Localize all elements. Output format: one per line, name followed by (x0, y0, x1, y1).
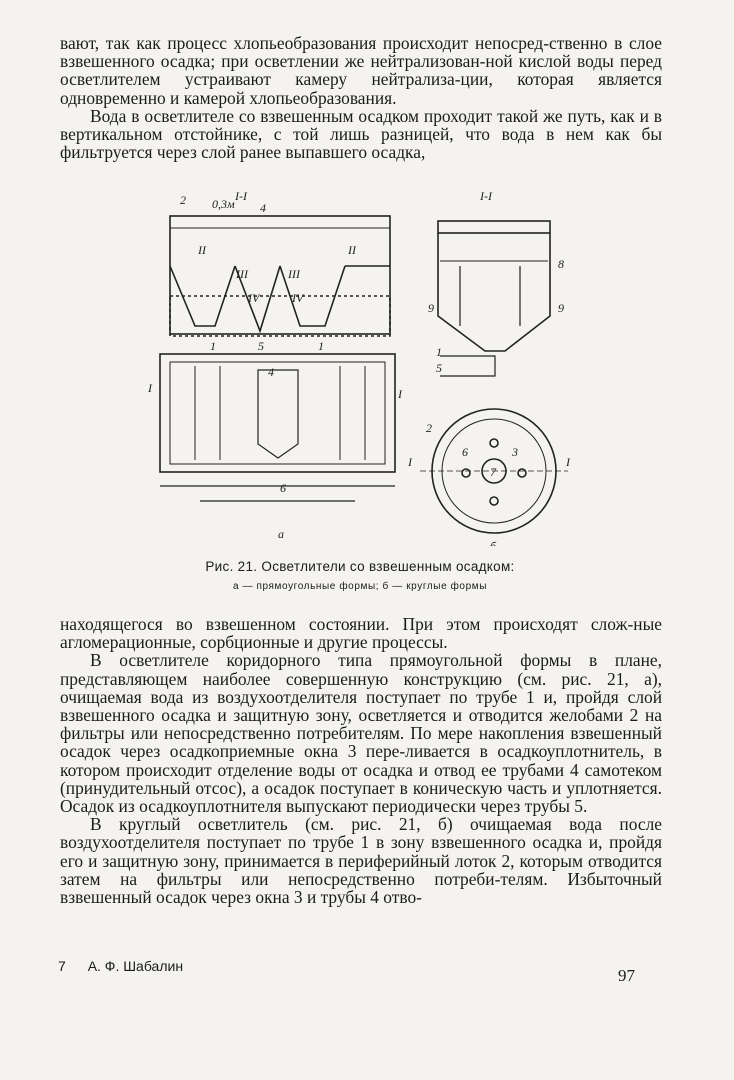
label-section-I: I (408, 455, 412, 469)
circular-port (490, 497, 498, 505)
sludge-thickener-plan (258, 370, 298, 458)
paragraph: В осветлителе коридорного типа прямоугольной формы в плане, представляющем наиболее совершенную конструкцию (см. рис. 21, а), очищаемая вода из воздухоотделителя поступает по трубе 1 и, пройдя слой взвешенного осадка и защитную зону, осветляется и отводится желобами 2 на фильтры или непосредственно потребителям. По мере накопления взвешенный осадок через осадкоприемные окна 3 пере-ливается в осадкоуплотнитель, в котором происходит отделение воды от осадка и отвод ее трубами 4 самотеком (принудительный отсос), а осадок поступает в коническую часть и уплотняется. Осадок из осадкоуплотнителя выпускают периодически через трубы 5. (60, 650, 662, 817)
label-region-II: II (348, 243, 356, 257)
label-6: 6 (280, 481, 286, 495)
label-region-IV: IV (248, 291, 260, 305)
label-3: 3 (512, 445, 518, 459)
signature-author: А. Ф. Шабалин (87, 958, 184, 974)
section-top-cover (438, 221, 550, 233)
label-region-IV: IV (292, 291, 304, 305)
label-region-III: III (236, 267, 248, 281)
paragraph: Вода в осветлителе со взвешенным осадком проходит такой же путь, как и в вертикальном отстойнике, с той лишь разницей, что вода в нем как бы фильтруется через слой ранее выпавшего осадка, (60, 105, 662, 163)
label-a: а (278, 527, 284, 541)
label-1: 1 (436, 345, 442, 359)
clarifier-drawing (140, 186, 580, 546)
label-8: 8 (558, 257, 564, 271)
label-region-III: III (288, 267, 300, 281)
section-outline (438, 233, 550, 351)
circular-port (518, 469, 526, 477)
label-1: 1 (210, 339, 216, 353)
label-4: 4 (260, 201, 266, 215)
outlet-pipe (440, 356, 495, 376)
label-4: 4 (268, 365, 274, 379)
label-2: 2 (180, 193, 186, 207)
figure-subcaption: а — прямоугольные формы; б — круглые формы (232, 581, 488, 592)
paragraph: вают, так как процесс хлопьеобразования происходит непосред-ственно в слое взвешенного осадка; при осветлении же нейтрализован-ной кислой воды перед осветлителем устраивают камеру нейтрализа-ции, которая является одновременно и камерой хлопьеобразования. (60, 33, 662, 108)
label-5: 5 (258, 339, 264, 353)
circular-port (462, 469, 470, 477)
label-section-right: I-I (480, 189, 492, 203)
rect-section-outline (170, 216, 390, 334)
label-section: I-I (235, 189, 247, 203)
label-dim: 0,3м (212, 197, 235, 211)
text-block-bottom (60, 615, 662, 906)
text-block-top (60, 34, 662, 161)
label-1: 1 (318, 339, 324, 353)
signature-number: 7 (58, 958, 66, 974)
label-section-I: I (566, 455, 570, 469)
label-section-I: I (398, 387, 402, 401)
page-number: 97 (618, 966, 635, 985)
figure-caption: Рис. 21. Осветлители со взвешенным осадком: (205, 559, 515, 574)
label-9: 9 (558, 301, 564, 315)
label-b: б (490, 539, 497, 546)
label-7: 7 (490, 465, 496, 479)
paragraph: В круглый осветлитель (см. рис. 21, б) очищаемая вода после воздухоотделителя поступает по трубе 1 в зону взвешенного осадка и, пройдя его и защитную зону, принимается в периферийный лоток 2, которым отводится затем на фильтры или непосредственно потреби-телям. Избыточный взвешенный осадок через окна 3 и трубы 4 отво- (60, 814, 662, 908)
paragraph: находящегося во взвешенном состоянии. При этом происходят слож-ные агломерационные, сорбционные и другие процессы. (60, 614, 662, 653)
label-region-II: II (198, 243, 206, 257)
rect-plan-inner (170, 362, 385, 464)
label-9: 9 (428, 301, 434, 315)
label-5: 5 (436, 361, 442, 375)
circular-port (490, 439, 498, 447)
label-section-I: I (148, 381, 152, 395)
figure-clarifiers (140, 186, 580, 546)
sediment-zone (170, 296, 390, 336)
label-6: 6 (462, 445, 468, 459)
label-2: 2 (426, 421, 432, 435)
signature-mark (58, 958, 183, 974)
